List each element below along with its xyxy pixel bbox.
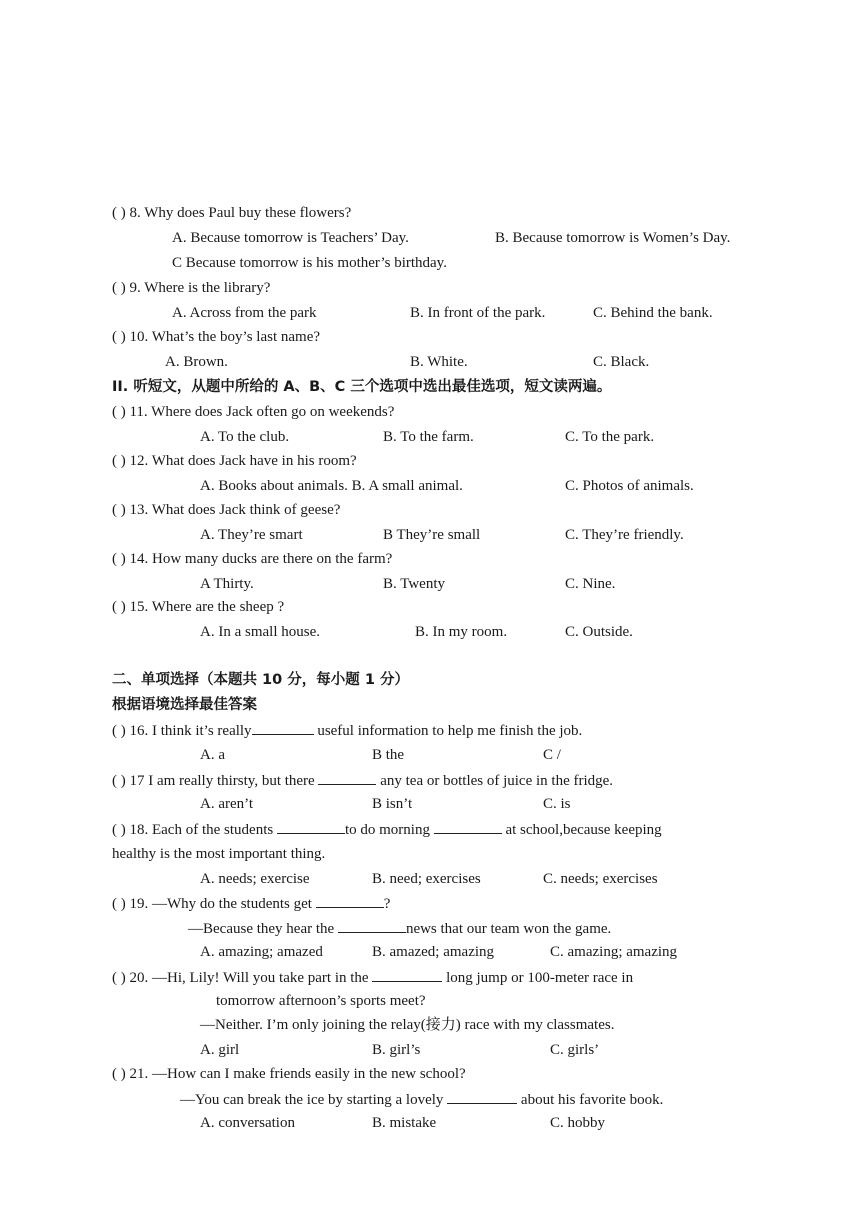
q12-option-c: C. Photos of animals. xyxy=(565,478,694,494)
question-19 xyxy=(112,893,390,914)
q20-text-end: long jump or 100-meter race in xyxy=(446,970,634,986)
q19-text-start: ( ) 19. —Why do the students get xyxy=(112,896,312,912)
q19-text-end: ? xyxy=(383,896,391,912)
q8-option-a: A. Because tomorrow is Teachers’ Day. xyxy=(172,230,409,246)
question-21: ( ) 21. —How can I make friends easily in the new school? xyxy=(112,1066,466,1082)
q19-option-b: B. amazed; amazing xyxy=(372,944,495,960)
question-15: ( ) 15. Where are the sheep ? xyxy=(112,599,285,615)
q20-option-c: C. girls’ xyxy=(550,1042,600,1058)
q18-option-c: C. needs; exercises xyxy=(543,871,658,887)
q21-option-a: A. conversation xyxy=(200,1115,295,1131)
question-18 xyxy=(112,819,662,840)
q9-option-a: A. Across from the park xyxy=(172,305,317,321)
q20-reply: —Neither. I’m only joining the relay(接力) race with my classmates. xyxy=(200,1017,615,1033)
q15-option-c: C. Outside. xyxy=(565,624,633,640)
q21-option-c: C. hobby xyxy=(550,1115,606,1131)
q16-option-a: A. a xyxy=(200,747,225,763)
q16-option-c: C / xyxy=(543,747,561,763)
q10-option-b: B. White. xyxy=(410,354,468,370)
q19-reply xyxy=(188,918,611,939)
q8-option-b: B. Because tomorrow is Women’s Day. xyxy=(495,230,731,246)
q10-option-a: A. Brown. xyxy=(165,354,228,370)
part-2-subheading: 根据语境选择最佳答案 xyxy=(112,697,257,713)
q13-option-c: C. They’re friendly. xyxy=(565,527,684,543)
q11-option-b: B. To the farm. xyxy=(383,429,474,445)
q17-option-b: B isn’t xyxy=(372,796,413,812)
q17-option-c: C. is xyxy=(543,796,571,812)
question-20 xyxy=(112,967,633,988)
q8-option-c: C Because tomorrow is his mother’s birthday. xyxy=(172,255,447,271)
q15-option-b: B. In my room. xyxy=(415,624,508,640)
q16-text-end: useful information to help me finish the job. xyxy=(317,723,583,739)
q19-blank-1 xyxy=(316,893,384,908)
q17-text-end: any tea or bottles of juice in the fridge. xyxy=(380,773,614,789)
q18-blank-1 xyxy=(277,819,345,834)
q19-option-c: C. amazing; amazing xyxy=(550,944,678,960)
q21-reply xyxy=(180,1089,663,1110)
question-16 xyxy=(112,720,582,741)
q17-blank xyxy=(318,770,376,785)
part-2-heading: 二、单项选择（本题共 10 分，每小题 1 分） xyxy=(112,672,409,688)
q16-blank xyxy=(252,720,314,735)
q16-option-b: B the xyxy=(372,747,405,763)
q21-blank xyxy=(447,1089,517,1104)
question-12: ( ) 12. What does Jack have in his room? xyxy=(112,453,357,469)
q18-option-b: B. need; exercises xyxy=(372,871,481,887)
q20-option-a: A. girl xyxy=(200,1042,240,1058)
q18-continuation: healthy is the most important thing. xyxy=(112,846,326,862)
q19-blank-2 xyxy=(338,918,406,933)
q12-option-ab: A. Books about animals. B. A small animal. xyxy=(200,478,463,494)
q14-option-b: B. Twenty xyxy=(383,576,446,592)
q15-option-a: A. In a small house. xyxy=(200,624,320,640)
q19-reply-end: news that our team won the game. xyxy=(405,921,612,937)
q19-reply-start: —Because they hear the xyxy=(188,921,335,937)
q17-option-a: A. aren’t xyxy=(200,796,254,812)
q20-blank xyxy=(372,967,442,982)
q20-option-b: B. girl’s xyxy=(372,1042,421,1058)
question-14: ( ) 14. How many ducks are there on the farm? xyxy=(112,551,393,567)
q20-continuation: tomorrow afternoon’s sports meet? xyxy=(216,993,426,1009)
q20-text-start: ( ) 20. —Hi, Lily! Will you take part in the xyxy=(112,970,369,986)
q11-option-a: A. To the club. xyxy=(200,429,290,445)
q11-option-c: C. To the park. xyxy=(565,429,655,445)
question-10: ( ) 10. What’s the boy’s last name? xyxy=(112,329,321,345)
q18-text-end: at school,because keeping xyxy=(505,822,662,838)
section-2-heading: II. 听短文，从题中所给的 A、B、C 三个选项中选出最佳选项，短文读两遍。 xyxy=(112,379,612,395)
q9-option-c: C. Behind the bank. xyxy=(593,305,713,321)
q19-option-a: A. amazing; amazed xyxy=(200,944,323,960)
question-17 xyxy=(112,770,613,791)
question-9: ( ) 9. Where is the library? xyxy=(112,280,271,296)
q10-option-c: C. Black. xyxy=(593,354,650,370)
question-11: ( ) 11. Where does Jack often go on weekends? xyxy=(112,404,395,420)
q18-text-start: ( ) 18. Each of the students xyxy=(112,822,274,838)
q21-reply-end: about his favorite book. xyxy=(520,1092,664,1108)
q18-blank-2 xyxy=(434,819,502,834)
q16-text-start: ( ) 16. I think it’s really xyxy=(112,723,252,739)
q18-text-middle: to do morning xyxy=(344,822,430,838)
q13-option-a: A. They’re smart xyxy=(200,527,303,543)
q18-option-a: A. needs; exercise xyxy=(200,871,310,887)
q9-option-b: B. In front of the park. xyxy=(410,305,546,321)
q13-option-b: B They’re small xyxy=(383,527,481,543)
q21-option-b: B. mistake xyxy=(372,1115,437,1131)
q14-option-c: C. Nine. xyxy=(565,576,616,592)
q14-option-a: A Thirty. xyxy=(200,576,254,592)
question-13: ( ) 13. What does Jack think of geese? xyxy=(112,502,341,518)
q17-text-start: ( ) 17 I am really thirsty, but there xyxy=(112,773,315,789)
q21-reply-start: —You can break the ice by starting a lovely xyxy=(180,1092,444,1108)
question-8: ( ) 8. Why does Paul buy these flowers? xyxy=(112,205,352,221)
